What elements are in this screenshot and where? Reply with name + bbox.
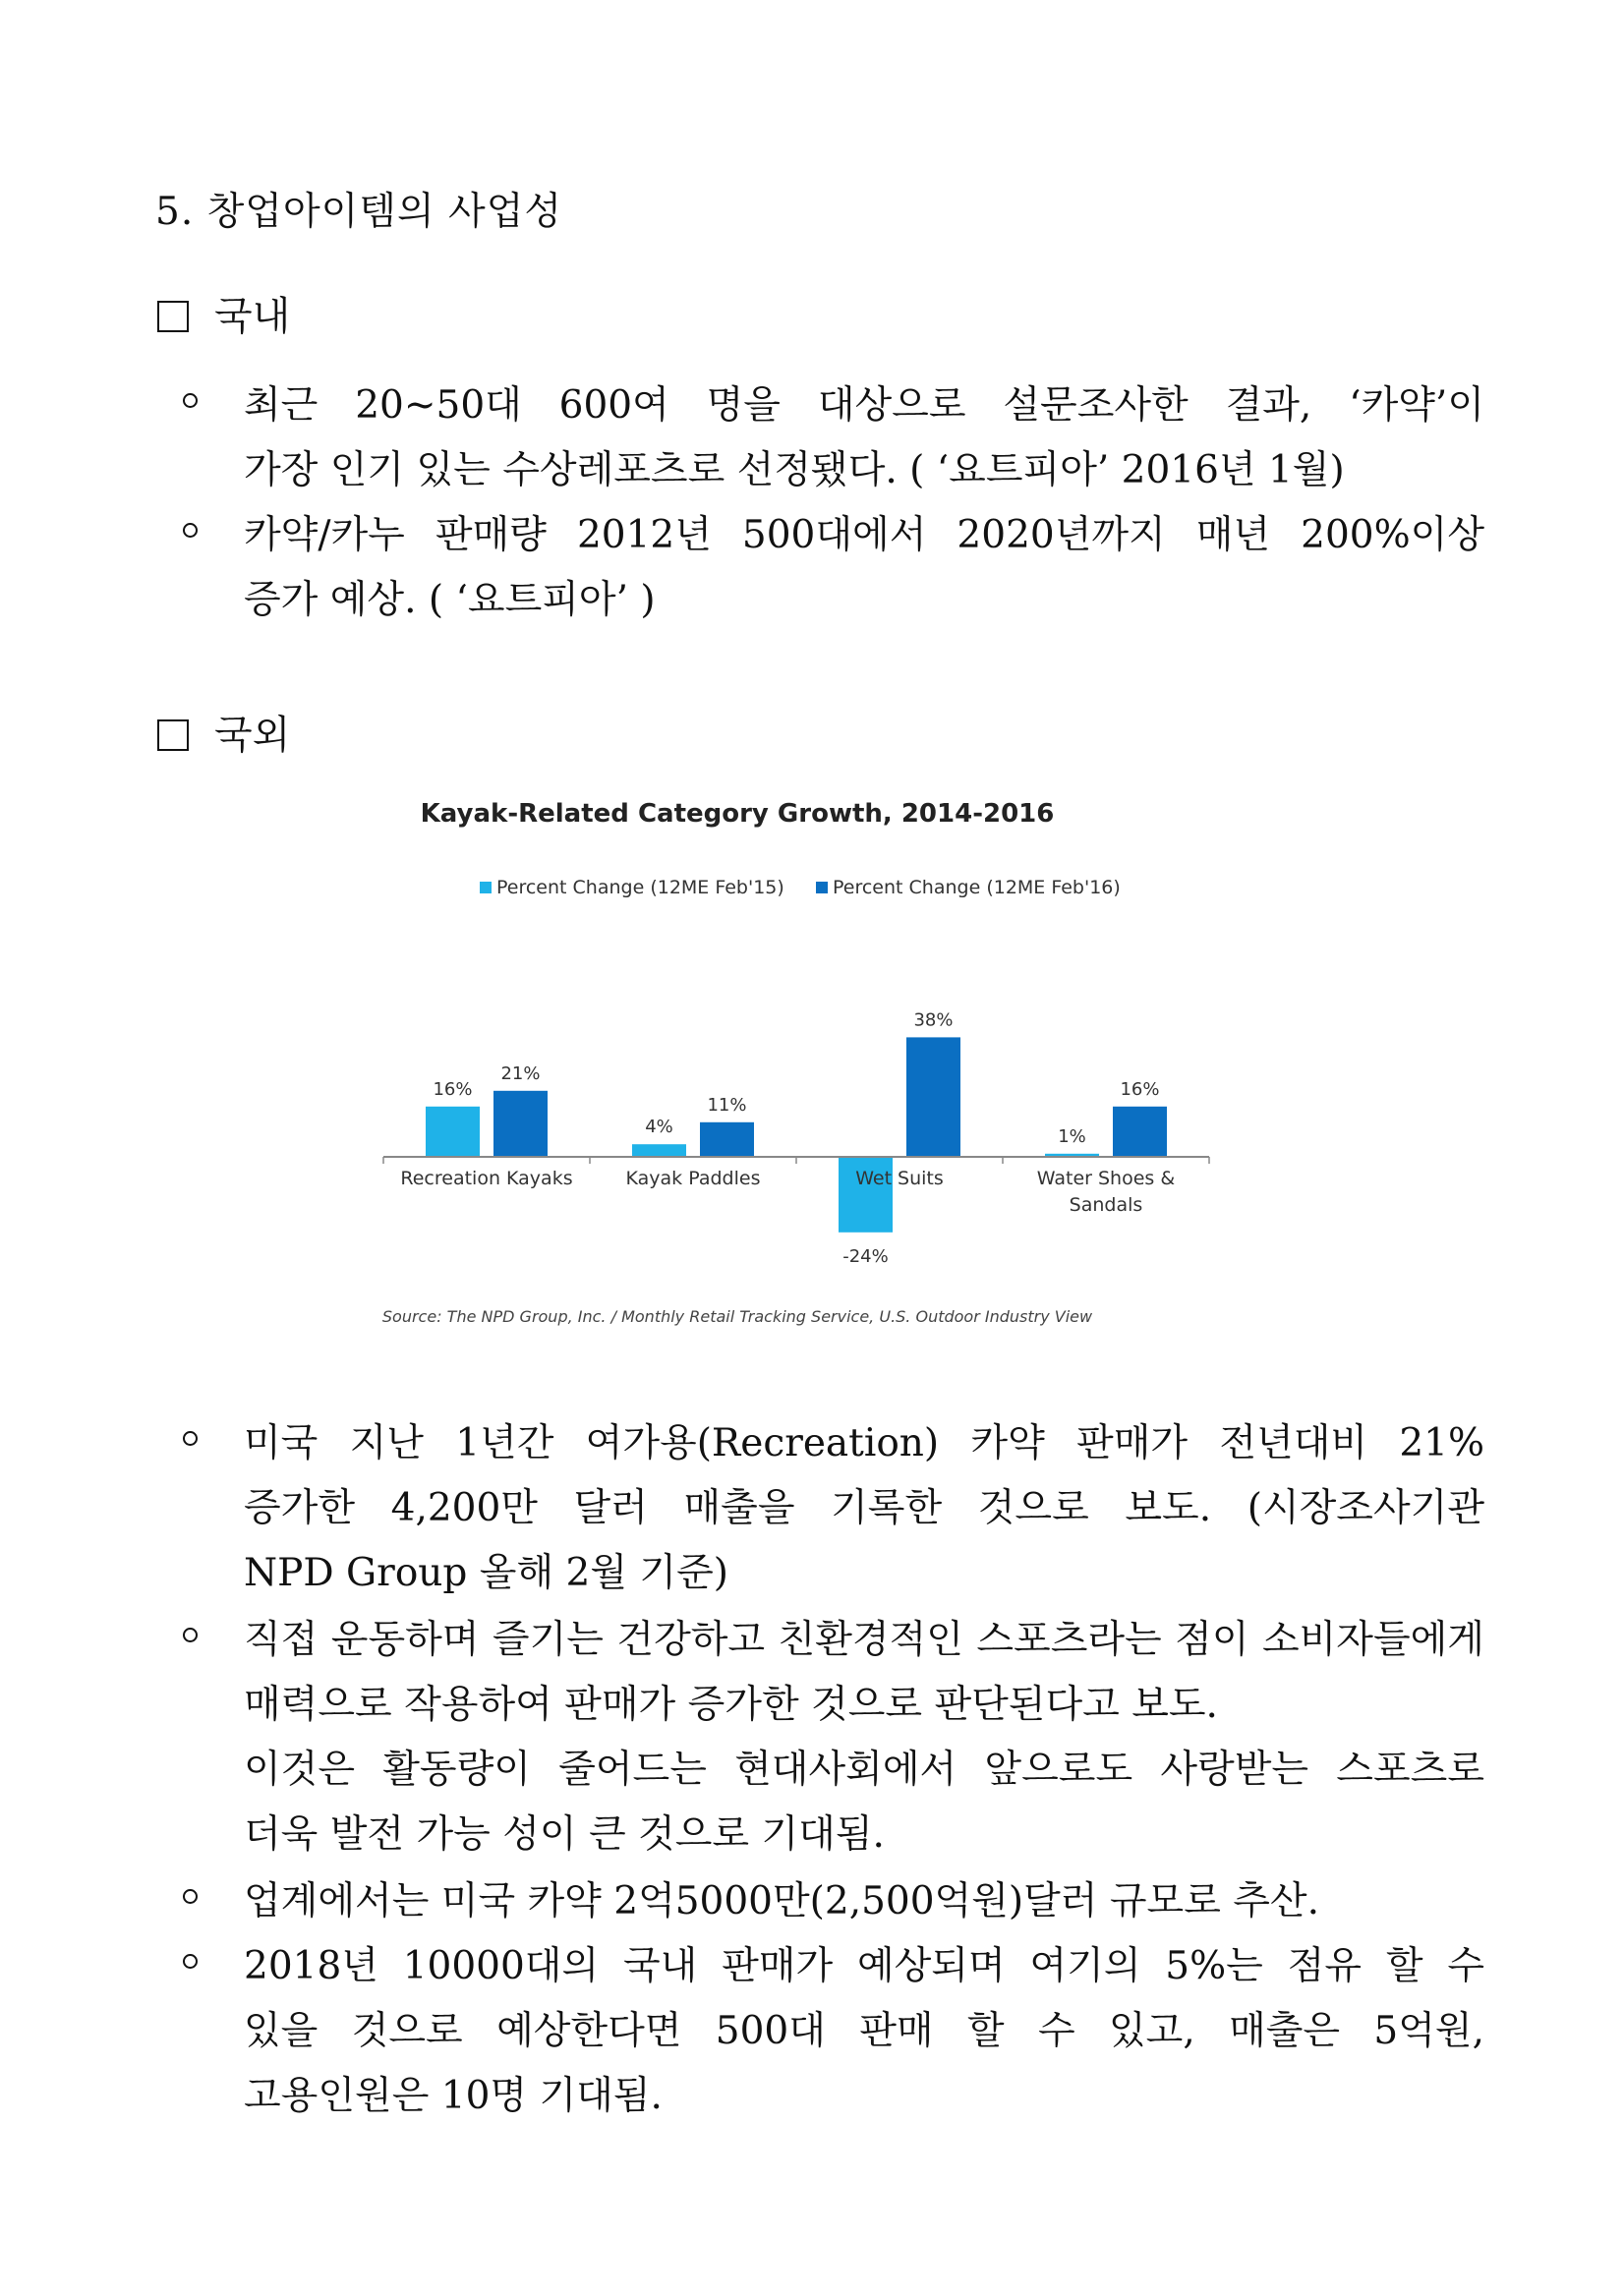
- data-label-2-1: 21%: [500, 1062, 541, 1084]
- text-line: 2018년 10000대의 국내 판매가 예상되며 여기의 5%는 점유 할 수: [244, 1944, 1484, 1988]
- text-line: 고용인원은 10명 기대됨.: [244, 2074, 663, 2118]
- chart-legend: [480, 877, 1121, 898]
- bullet-circle-icon: [183, 523, 198, 538]
- bar-1-1: [426, 1107, 480, 1157]
- legend-label-2: Percent Change (12ME Feb'16): [833, 877, 1121, 898]
- bar-2-2: [700, 1122, 754, 1157]
- text-line: 가장 인기 있는 수상레포츠로 선정됐다. ( ‘요트피아’ 2016년 1월): [244, 448, 1345, 492]
- bullet-circle-icon: [183, 1628, 198, 1642]
- text-line: NPD Group 올해 2월 기준): [244, 1551, 728, 1595]
- chart-svg: [354, 786, 1239, 1337]
- category-label-1: Recreation Kayaks: [400, 1168, 573, 1189]
- bullet-circle-icon: [183, 1954, 198, 1969]
- chart-source: Source: The NPD Group, Inc. / Monthly Retail Tracking Service, U.S. Outdoor Industry View: [381, 1307, 1093, 1326]
- text-line: 카약/카누 판매량 2012년 500대에서 2020년까지 매년 200%이상: [244, 513, 1484, 557]
- legend-label-1: Percent Change (12ME Feb'15): [496, 877, 784, 898]
- data-label-1-1: 16%: [433, 1078, 473, 1100]
- text-line: 더욱 발전 가능 성이 큰 것으로 기대됨.: [244, 1812, 885, 1857]
- category-label-2: Kayak Paddles: [625, 1168, 761, 1189]
- bullet-circle-icon: [183, 1889, 198, 1904]
- data-label-1-3: -24%: [842, 1245, 889, 1267]
- domestic-heading: [157, 291, 290, 342]
- text-line: 매력으로 작용하여 판매가 증가한 것으로 판단된다고 보도.: [244, 1683, 1218, 1727]
- legend-swatch-2: [816, 882, 828, 893]
- text-line: 미국 지난 1년간 여가용(Recreation) 카약 판매가 전년대비 21%: [244, 1421, 1484, 1465]
- text-line: 증가한 4,200만 달러 매출을 기록한 것으로 보도. (시장조사기관: [244, 1486, 1484, 1530]
- bar-2-1: [493, 1091, 548, 1157]
- data-label-1-4: 1%: [1058, 1125, 1086, 1147]
- data-label-2-4: 16%: [1120, 1078, 1160, 1100]
- bar-2-4: [1113, 1107, 1167, 1157]
- checkbox-icon: [157, 719, 189, 751]
- data-label-2-2: 11%: [707, 1094, 747, 1116]
- bullet-circle-icon: [183, 1431, 198, 1446]
- text-line: 있을 것으로 예상한다면 500대 판매 할 수 있고, 매출은 5억원,: [244, 2009, 1484, 2053]
- bullet-circle-icon: [183, 393, 198, 408]
- data-label-2-3: 38%: [913, 1009, 954, 1031]
- category-label-3: Wet Suits: [855, 1168, 944, 1189]
- domestic-heading-label: 국내: [214, 294, 291, 339]
- kayak-growth-chart: [354, 786, 1239, 1337]
- checkbox-icon: [157, 301, 189, 332]
- chart-title: Kayak-Related Category Growth, 2014-2016: [420, 799, 1055, 829]
- bar-1-2: [632, 1144, 686, 1157]
- text-line: 이것은 활동량이 줄어드는 현대사회에서 앞으로도 사랑받는 스포츠로: [244, 1748, 1484, 1792]
- data-label-1-2: 4%: [645, 1117, 673, 1138]
- text-line: 직접 운동하며 즐기는 건강하고 친환경적인 스포츠라는 점이 소비자들에게: [244, 1618, 1484, 1662]
- section-title: 5. 창업아이템의 사업성: [155, 190, 563, 234]
- overseas-heading: [157, 710, 290, 761]
- overseas-heading-label: 국외: [214, 713, 291, 758]
- text-line: 업계에서는 미국 카약 2억5000만(2,500억원)달러 규모로 추산.: [244, 1879, 1320, 1923]
- category-label-4: Sandals: [1069, 1194, 1143, 1216]
- text-line: 증가 예상. ( ‘요트피아’ ): [244, 578, 656, 622]
- category-label-4: Water Shoes &: [1036, 1168, 1176, 1189]
- bar-2-3: [906, 1037, 960, 1157]
- legend-swatch-1: [480, 882, 492, 893]
- text-line: 최근 20~50대 600여 명을 대상으로 설문조사한 결과, ‘카약’이: [244, 383, 1484, 428]
